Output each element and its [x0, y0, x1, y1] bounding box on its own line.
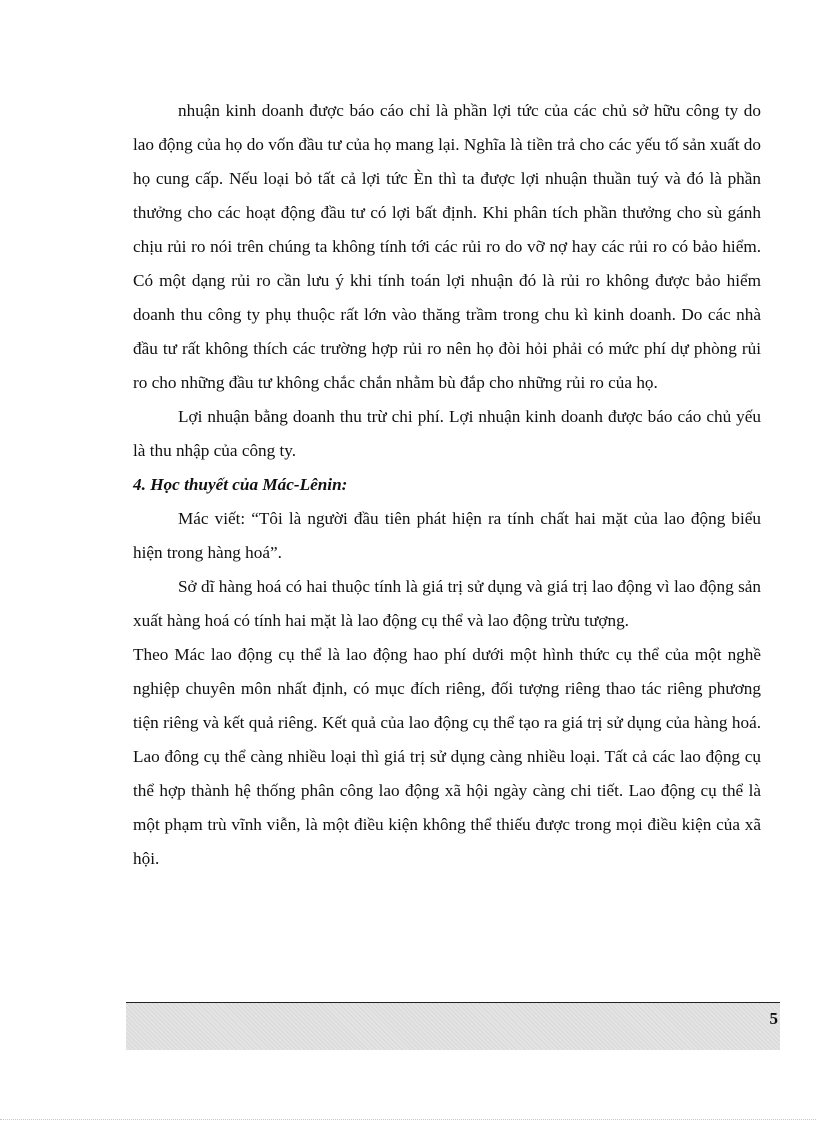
paragraph-profit-continued: nhuận kinh doanh được báo cáo chỉ là phần lợi tức của các chủ sở hữu công ty do lao động của họ do vốn đầu tư của họ mang lại. Nghĩa là tiền trả cho các yếu tố sản xuất do họ cung cấp. Nếu loại bỏ tất cả lợi tức Èn thì ta được lợi nhuận thuần tuý và đó là phần thưởng cho các hoạt động đầu tư có lợi bất định. Khi phân tích phần thưởng cho sù gánh chịu rủi ro nói trên chúng ta không tính tới các rủi ro do vỡ nợ hay các rủi ro có bảo hiểm. Có một dạng rủi ro cần lưu ý khi tính toán lợi nhuận đó là rủi ro không được bảo hiểm doanh thu công ty phụ thuộc rất lớn vào thăng trầm trong chu kì kinh doanh. Do các nhà đầu tư rất không thích các trường hợp rủi ro nên họ đòi hỏi phải có mức phí dự phòng rủi ro cho những đầu tư không chắc chắn nhằm bù đắp cho những rủi ro của họ.: [133, 101, 761, 392]
paragraph-commodity-properties: Sở dĩ hàng hoá có hai thuộc tính là giá trị sử dụng và giá trị lao động vì lao động sản xuất hàng hoá có tính hai mặt là lao động cụ thể và lao động trừu tượng.: [133, 577, 761, 630]
page-bottom-divider: [0, 1119, 816, 1120]
page-footer: [126, 1002, 780, 1050]
paragraph-marx-quote: Mác viết: “Tôi là người đầu tiên phát hiện ra tính chất hai mặt của lao động biểu hiện trong hàng hoá”.: [133, 509, 761, 562]
section-heading-marx-lenin: 4. Học thuyết của Mác-Lênin:: [133, 475, 348, 494]
paragraph-profit-definition: Lợi nhuận bằng doanh thu trừ chi phí. Lợi nhuận kinh doanh được báo cáo chủ yếu là thu nhập của công ty.: [133, 407, 761, 460]
page-body: [133, 94, 761, 876]
page-number: 5: [769, 1009, 778, 1028]
paragraph-concrete-labor: Theo Mác lao động cụ thể là lao động hao phí dưới một hình thức cụ thể của một nghề nghiệp chuyên môn nhất định, có mục đích riêng, đối tượng riêng thao tác riêng phương tiện riêng và kết quả riêng. Kết quả của lao động cụ thể tạo ra giá trị sử dụng của hàng hoá. Lao đông cụ thể càng nhiều loại thì giá trị sử dụng càng nhiều loại. Tất cả các lao động cụ thể hợp thành hệ thống phân công lao động xã hội ngày càng chi tiết. Lao động cụ thể là một phạm trù vĩnh viễn, là một điều kiện không thể thiếu được trong mọi điều kiện của xã hội.: [133, 645, 761, 868]
